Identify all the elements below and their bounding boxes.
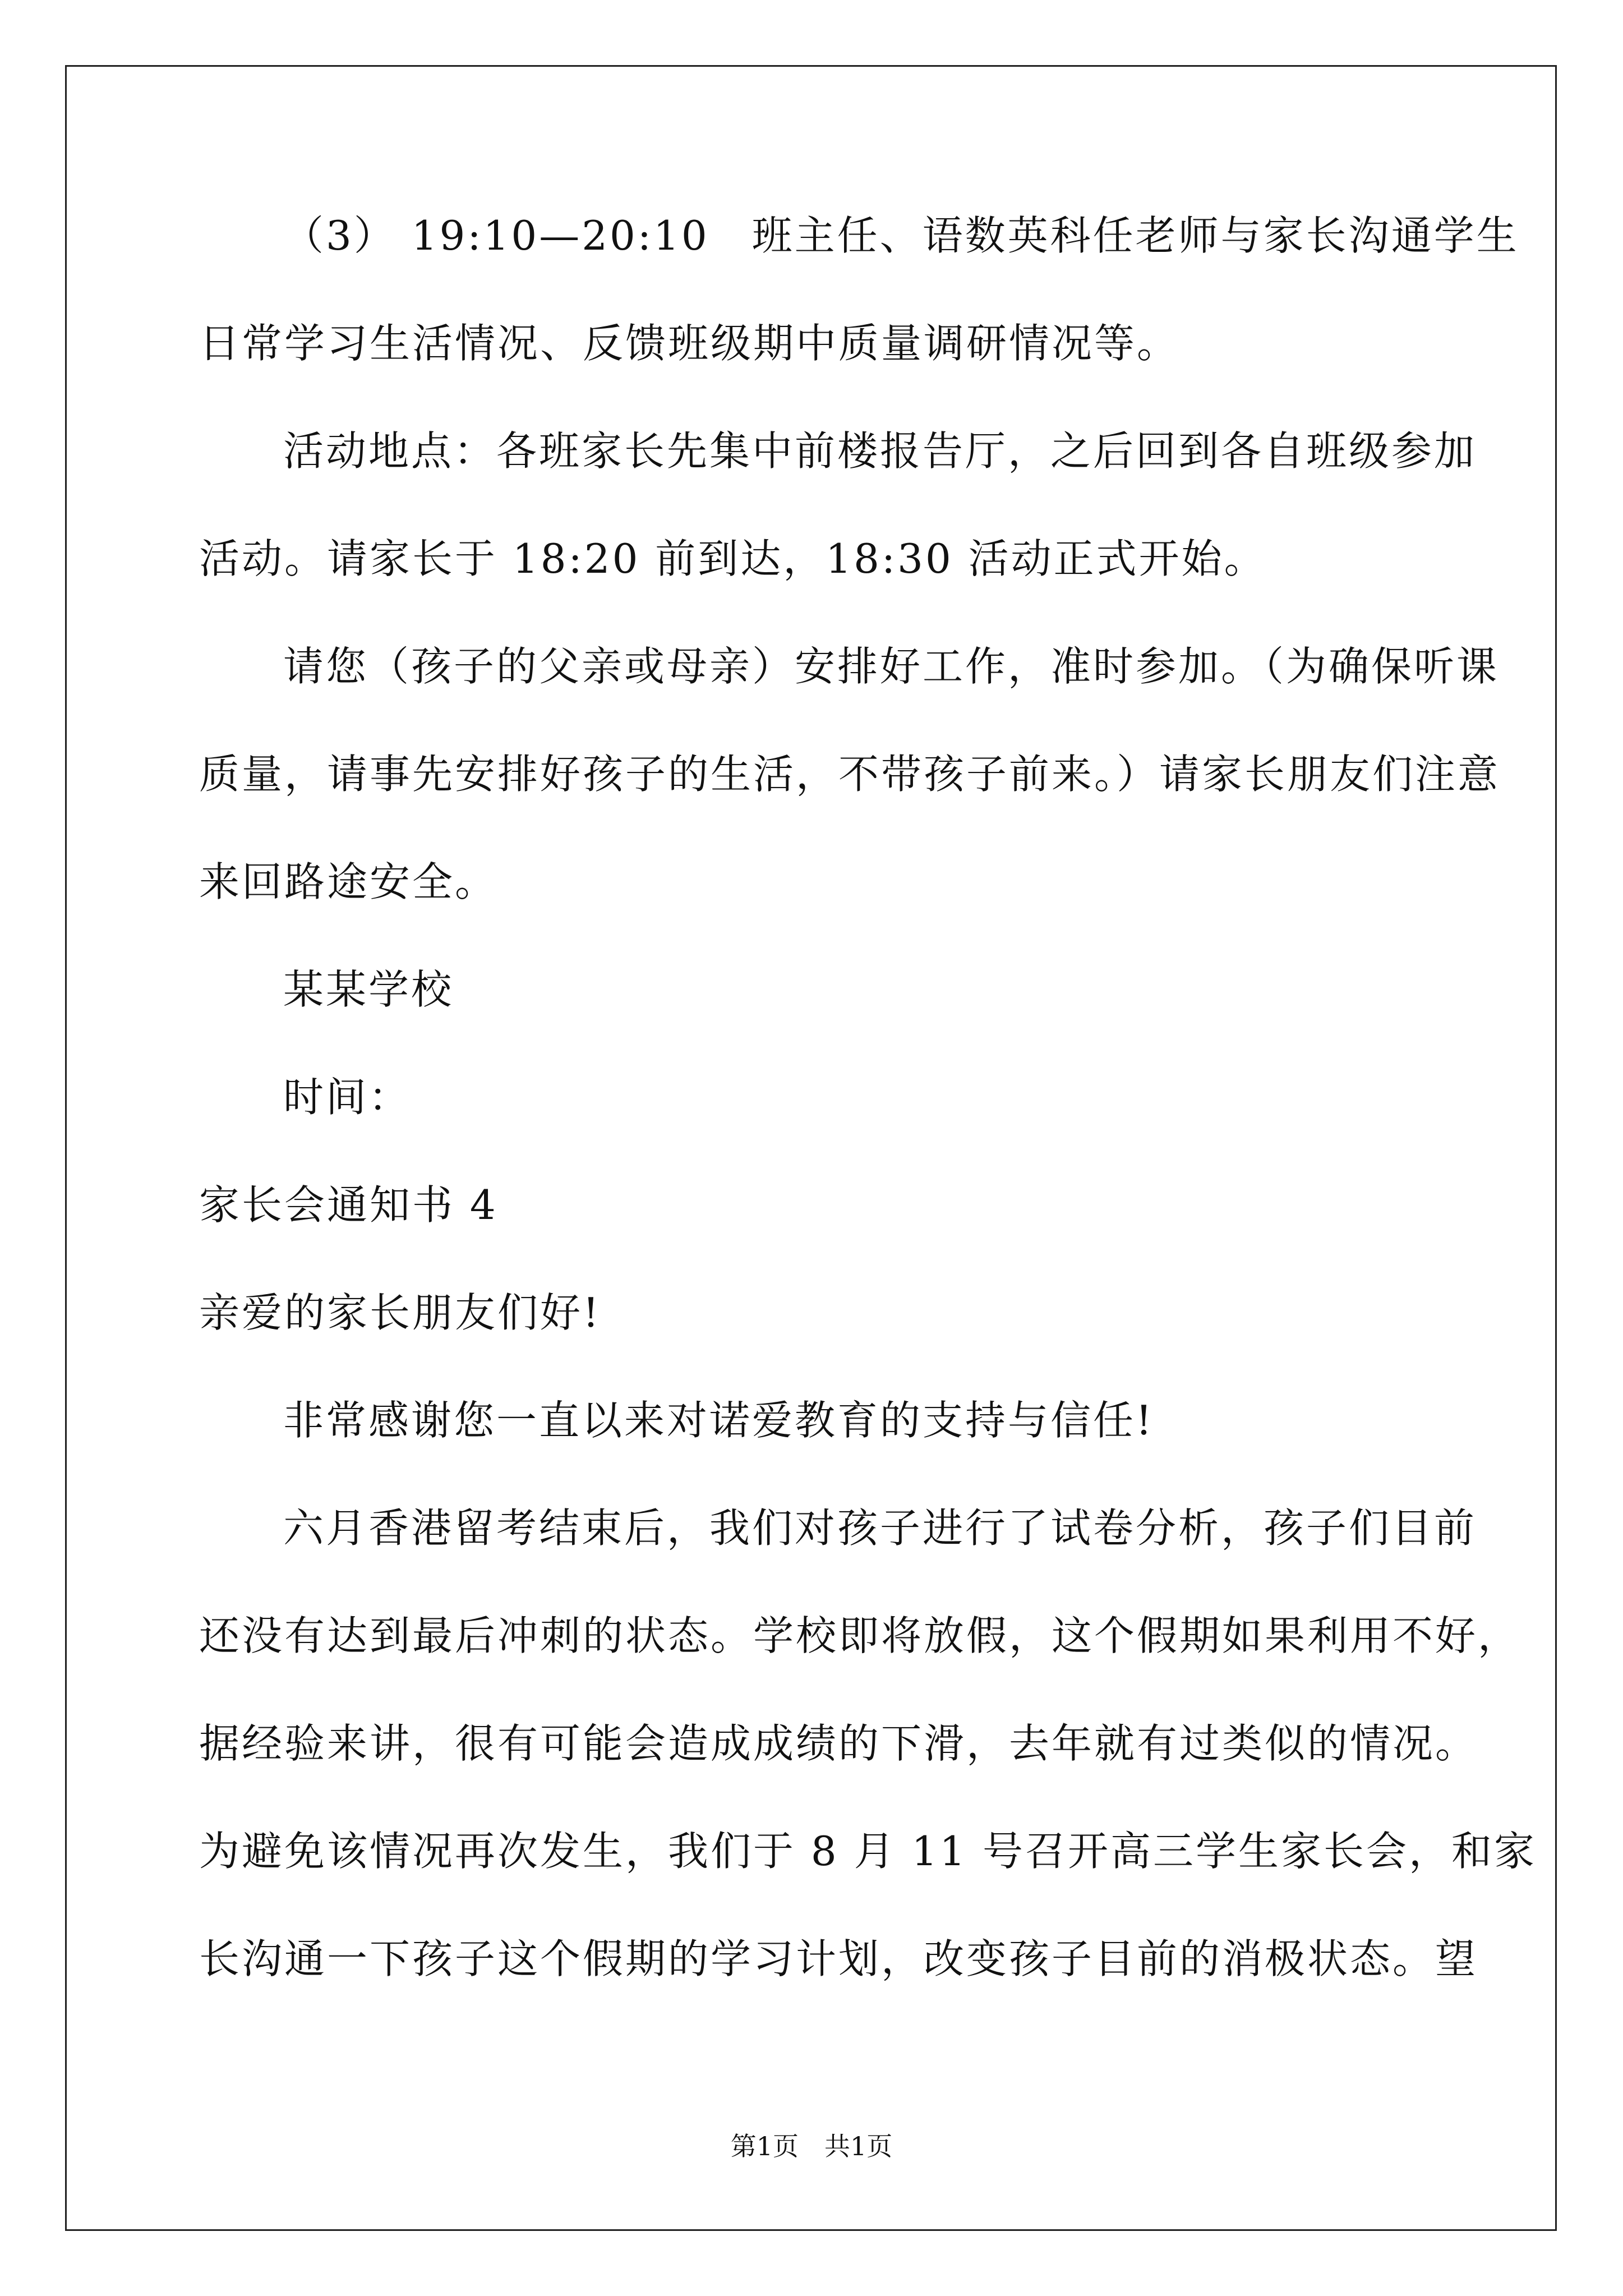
greeting: 亲爱的家长朋友们好! <box>199 1289 601 1336</box>
paragraph-line: （3） 19:10—20:10 班主任、语数英科任老师与家长沟通学生 <box>283 212 1519 259</box>
paragraph-line: 来回路途安全。 <box>199 858 498 905</box>
paragraph-line: 日常学习生活情况、反馈班级期中质量调研情况等。 <box>199 320 1180 367</box>
page-number: 第1页 共1页 <box>730 2131 893 2161</box>
signature-time: 时间： <box>283 1074 412 1121</box>
signature-school: 某某学校 <box>283 966 454 1013</box>
paragraph-line: 长沟通一下孩子这个假期的学习计划，改变孩子目前的消极状态。望 <box>199 1935 1478 1982</box>
paragraph-line: 活动。请家长于 18:20 前到达，18:30 活动正式开始。 <box>199 535 1267 582</box>
paragraph-line: 据经验来讲，很有可能会造成成绩的下滑，去年就有过类似的情况。 <box>199 1720 1478 1767</box>
paragraph-line: 请您（孩子的父亲或母亲）安排好工作，准时参加。（为确保听课 <box>283 643 1500 690</box>
paragraph-line: 还没有达到最后冲刺的状态。学校即将放假，这个假期如果利用不好， <box>199 1612 1521 1659</box>
paragraph-line: 六月香港留考结束后，我们对孩子进行了试卷分析，孩子们目前 <box>283 1504 1477 1552</box>
paragraph-line: 活动地点：各班家长先集中前楼报告厅，之后回到各自班级参加 <box>283 427 1477 475</box>
paragraph-line: 非常感谢您一直以来对诺爱教育的支持与信任! <box>283 1397 1154 1444</box>
section-title: 家长会通知书 4 <box>199 1181 498 1228</box>
paragraph-line: 为避免该情况再次发生，我们于 8 月 11 号召开高三学生家长会，和家 <box>199 1828 1537 1875</box>
page-border <box>65 65 1557 2231</box>
paragraph-line: 质量，请事先安排好孩子的生活，不带孩子前来。）请家长朋友们注意 <box>199 751 1501 798</box>
